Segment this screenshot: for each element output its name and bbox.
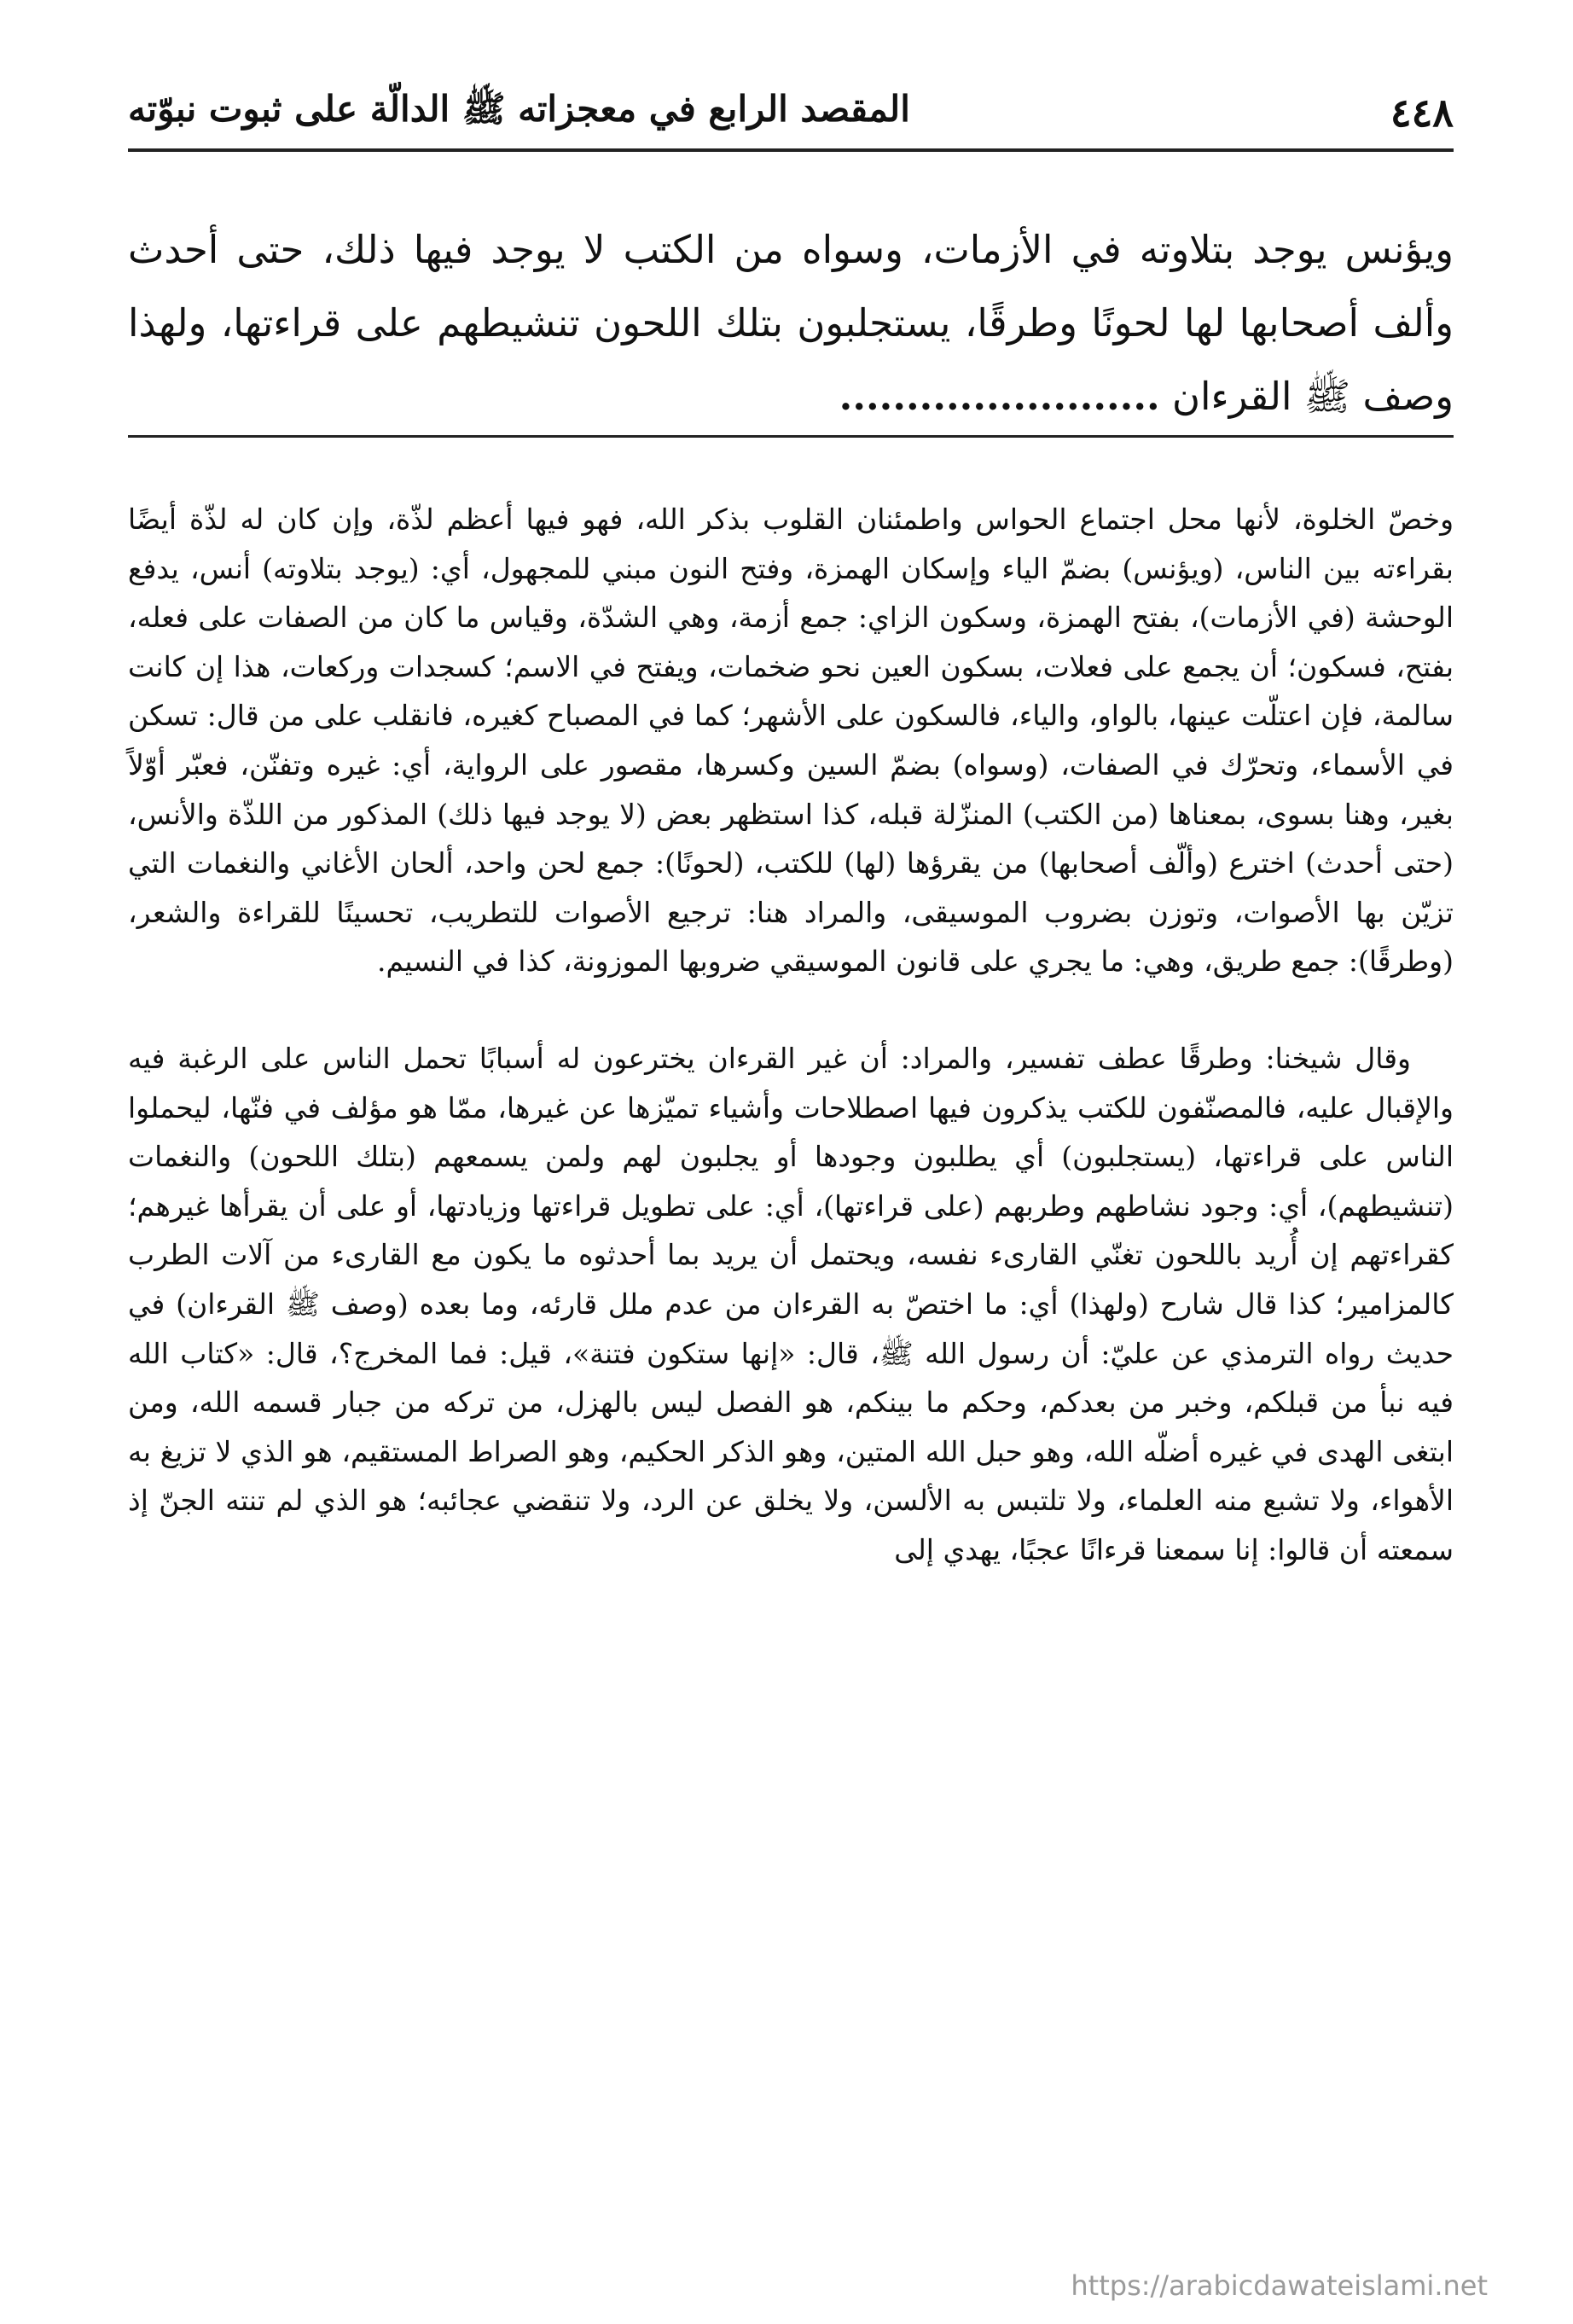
running-title: المقصد الرابع في معجزاته ﷺ الدالّة على ثبوت نبوّته	[128, 87, 910, 130]
commentary-paragraph-2: وقال شيخنا: وطرقًا عطف تفسير، والمراد: أن غير القرءان يخترعون له أسبابًا تحمل الناس على الرغبة فيه والإقبال عليه، فالمصنّفون للكتب يذكرون فيها اصطلاحات وأشياء تميّزها عن غيرها، ممّا هو مؤلف في فنّها، ليحملوا الناس على قراءتها، (يستجلبون) أي يطلبون وجودها أو يجلبون لهم ولمن يسمعهم (بتلك اللحون) والنغمات (تنشيطهم)، أي: وجود نشاطهم وطربهم (على قراءتها)، أي: على تطويل قراءتها وزيادتها، أو على أن يقرأها غيرهم؛ كقراءتهم إن أُريد باللحون تغنّي القارىء نفسه، ويحتمل أن يريد بما أحدثوه ما يكون مع القارىء من آلات الطرب كالمزامير؛ كذا قال شارح (ولهذا) أي: ما اختصّ به القرءان من عدم ملل قارئه، وما بعده (وصف ﷺ القرءان) في حديث رواه الترمذي عن عليّ: أن رسول الله ﷺ، قال: «إنها ستكون فتنة»، قيل: فما المخرج؟، قال: «كتاب الله فيه نبأ من قبلكم، وخبر من بعدكم، وحكم ما بينكم، هو الفصل ليس بالهزل، من تركه من جبار قسمه الله، ومن ابتغى الهدى في غيره أضلّه الله، وهو حبل الله المتين، وهو الذكر الحكيم، وهو الصراط المستقيم، هو الذي لا تزيغ به الأهواء، ولا تشبع منه العلماء، ولا تلتبس به الألسن، ولا يخلق عن الرد، ولا تنقضي عجائبه؛ هو الذي لم تنته الجنّ إذ سمعته أن قالوا: إنا سمعنا قرءانًا عجبًا، يهدي إلى	[128, 1041, 1454, 1566]
main-text	[128, 213, 1454, 433]
main-text-body: ويؤنس يوجد بتلاوته في الأزمات، وسواه من الكتب لا يوجد فيها ذلك، حتى أحدث وألف أصحابها لها لحونًا وطرقًا، يستجلبون بتلك اللحون تنشيطهم على قراءتها، ولهذا وصف ﷺ القرءان	[128, 227, 1454, 419]
commentary-paragraph-1: وخصّ الخلوة، لأنها محل اجتماع الحواس واطمئنان القلوب بذكر الله، فهو فيها أعظم لذّة، وإن كان له لذّة أيضًا بقراءته بين الناس، (ويؤنس) بضمّ الياء وإسكان الهمزة، وفتح النون مبني للمجهول، أي: (يوجد بتلاوته) أنس، يدفع الوحشة (في الأزمات)، بفتح الهمزة، وسكون الزاي: جمع أزمة، وهي الشدّة، وقياس ما كان من الصفات على فعله، بفتح، فسكون؛ أن يجمع على فعلات، بسكون العين نحو ضخمات، ويفتح في الاسم؛ كسجدات وركعات، هذا إن كانت سالمة، فإن اعتلّت عينها، بالواو، والياء، فالسكون على الأشهر؛ كما في المصباح كغيره، فانقلب على من قال: تسكن في الأسماء، وتحرّك في الصفات، (وسواه) بضمّ السين وكسرها، مقصور على الرواية، أي: غيره وتفنّن، فعبّر أوّلاً بغير، وهنا بسوى، بمعناها (من الكتب) المنزّلة قبله، كذا استظهر بعض (لا يوجد فيها ذلك) المذكور من اللذّة والأنس، (حتى أحدث) اخترع (وألّف أصحابها) من يقرؤها (لها) للكتب، (لحونًا): جمع لحن واحد، ألحان الأغاني والنغمات التي تزيّن بها الأصوات، وتوزن بضروب الموسيقى، والمراد هنا: ترجيع الأصوات للتطريب، تحسينًا للقراءة والشعر، (وطرقًا): جمع طريق، وهي: ما يجري على قانون الموسيقي ضروبها الموزونة، كذا في النسيم.	[128, 503, 1454, 979]
page-header	[128, 77, 1454, 152]
section-divider	[128, 435, 1454, 438]
commentary	[128, 495, 1454, 1574]
page-number: ٤٤٨	[1390, 90, 1454, 136]
watermark-url: https://arabicdawateislami.net	[1071, 2269, 1488, 2302]
main-text-dots: ........................	[839, 374, 1160, 419]
